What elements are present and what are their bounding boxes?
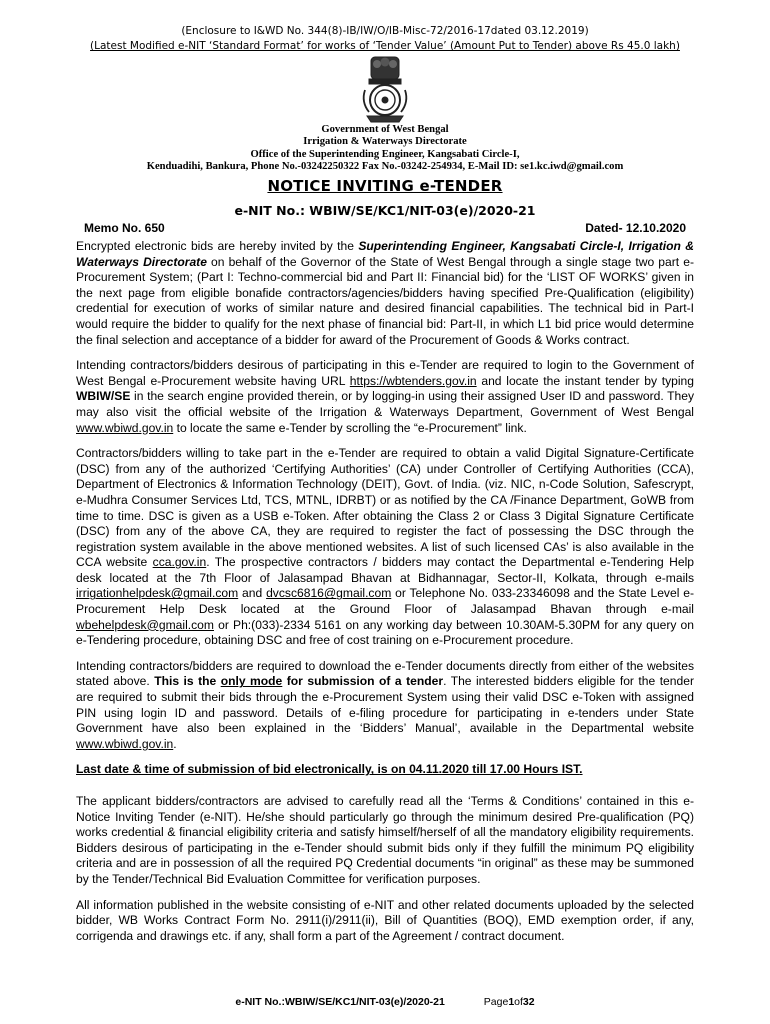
emphasis-only-mode: only mode xyxy=(220,674,283,689)
state-emblem-icon xyxy=(357,54,413,124)
wbe-helpdesk-email-link[interactable]: wbehelpdesk@gmail.com xyxy=(76,617,214,632)
paragraph-login xyxy=(76,358,694,436)
wbiwd-link[interactable]: www.wbiwd.gov.in xyxy=(76,736,174,751)
text: . The interested bidders eligible for the tender are required to submit their bids through the e-Procurement System using their valid DSC e-Token with assigned PIN using login ID and password. Details of e-filing procedure for participating in e-tenders under State Government have also been explained in the ‘Bidders’ Manual’, available in the Departmental website xyxy=(76,674,694,736)
wbiwd-link[interactable]: www.wbiwd.gov.in xyxy=(76,420,174,435)
office-contact: Kenduadihi, Bankura, Phone No.-03242250322 Fax No.-03242-254934, E-Mail ID: se1.kc.iwd@gmail.com xyxy=(146,161,624,173)
text: or Telephone No. 033-23346098 and the State Level e-Procurement Help Desk located at the Ground Floor of Jalasampad Bhavan through e-mail xyxy=(76,586,694,617)
dvcsc-email-link[interactable]: dvcsc6816@gmail.com xyxy=(266,586,392,601)
text: of xyxy=(514,996,523,1008)
page-number xyxy=(484,996,535,1008)
notice-body xyxy=(76,239,694,954)
text: . xyxy=(173,736,177,751)
search-keyword: WBIW/SE xyxy=(76,389,131,404)
text: in the search engine provided therein, or by logging-in using their assigned User ID and password. They may also visit the official website of the Irrigation & Waterways Department, Government of West Bengal xyxy=(76,389,694,419)
total-pages: 32 xyxy=(522,996,535,1008)
page-footer xyxy=(0,996,770,1008)
current-page: 1 xyxy=(508,996,515,1008)
office-header xyxy=(0,124,770,174)
submission-deadline xyxy=(76,762,694,778)
helpdesk-email-link[interactable]: irrigationhelpdesk@gmail.com xyxy=(76,586,239,601)
paragraph-dsc xyxy=(76,446,694,649)
paragraph-download xyxy=(76,659,694,753)
wbtenders-link[interactable]: https://wbtenders.gov.in xyxy=(349,373,477,388)
text: Intending contractors/bidders are required to download the e-Tender documents directly from either of the websites stated above. xyxy=(76,658,694,689)
emphasis: for submission of a tender xyxy=(282,674,444,689)
paragraph-agreement: All information published in the website consisting of e-NIT and other related documents uploaded by the selected bidder, WB Works Contract Form No. 2911(i)/2911(ii), Bill of Quantities (BOQ), EMD exemption order, if any, corrigenda and drawings etc. if any, shall form a part of the Agreement / contract document. xyxy=(76,897,694,943)
text: . xyxy=(579,762,583,777)
text: Encrypted electronic bids are hereby invited by the xyxy=(76,239,359,253)
paragraph-invitation xyxy=(76,239,694,348)
emphasis: This is the xyxy=(154,674,221,689)
text: Contractors/bidders willing to take part in the e-Tender are required to obtain a valid Digital Signature-Certificate (DSC) from any of the authorized ‘Certifying Authorities’ (CA) under Controller of Certifying Authorities (CCA), Department of Electronics & Information Technology (DEIT), Govt. of India. (viz. NIC, n-Code Solution, Safescrypt, e-Mudhra Consumer Services Ltd, TCS, MTNL, IDRBT) or as notified by the CA /Finance Department, GoWB from time to time. DSC is given as a USB e-Token. After obtaining the Class 2 or Class 3 Digital Signature Certificate (DSC) from any of the above CA, they are required to register the fact of possessing the DSC through the registration system available in the above mentioned websites. A list of such licensed CAs’ is also available in the CCA website xyxy=(76,446,694,570)
text: or Ph:(033)-2334 5161 on any working day between 10.30AM-5.30PM for any query on e-Tendering procedure, obtaining DSC and free of cost training on e-Procurement procedure. xyxy=(76,617,694,648)
enclosure-line-2: (Latest Modified e-NIT ‘Standard Format’ for works of ‘Tender Value’ (Amount Put to Tender) above Rs 45.0 lakh) xyxy=(90,40,680,52)
text: Page xyxy=(483,996,509,1008)
text: to locate the same e-Tender by scrolling the “e-Procurement” link. xyxy=(173,420,527,435)
memo-number: Memo No. 650 xyxy=(84,221,165,235)
text: on behalf of the Governor of the State of West Bengal through a single stage two part e-Procurement System; (Part I: Techno-commercial bid and Part II: Financial bid) for the ‘LIST OF WORKS’ given in the next page from eligible bonafide contractors/agencies/bidders having specified Pre-Qualification (eligibility) credential for execution of works of similar nature and desired financial capabilities. The technical bid in Part-I would require the bidder to qualify for the next phase of financial bid: Part-II, in which L1 bid price would determine the final selection and acceptance of a bidder for award of the Procurement of Goods & Works contract. xyxy=(76,254,694,347)
directorate-name: Irrigation & Waterways Directorate xyxy=(303,136,467,148)
text: and locate the instant tender by typing xyxy=(476,373,694,388)
text: and xyxy=(238,586,267,601)
footer-nit-number: e-NIT No.:WBIW/SE/KC1/NIT-03(e)/2020-21 xyxy=(235,996,445,1008)
office-name: Office of the Superintending Engineer, Kangsabati Circle-I, xyxy=(250,148,520,160)
text: Intending contractors/bidders desirous of participating in this e-Tender are required to login to the Government of West Bengal e-Procurement website having URL xyxy=(76,358,694,388)
paragraph-terms: The applicant bidders/contractors are advised to carefully read all the ‘Terms & Conditions’ contained in this e-Notice Inviting Tender (e-NIT). He/she should particularly go through the minimum desired Pre-qualification (PQ) works credential & financial eligibility criteria and satisfy himself/herself of all the mandatory eligibility requirements. Bidders desirous of participating in the e-Tender should submit bids only if they fulfill the minimum PQ eligibility criteria and are in possession of all the required PQ Credential documents “in original” as these may be summoned by the Tender/Technical Bid Evaluation Committee for verification purposes. xyxy=(76,794,694,886)
government-name: Government of West Bengal xyxy=(321,124,449,135)
enclosure-line-1: (Enclosure to I&WD No. 344(8)-IB/IW/O/IB-Misc-72/2016-17dated 03.12.2019) xyxy=(181,25,589,37)
text: . The prospective contractors / bidders may contact the Departmental e-Tendering Help desk located at the 7th Floor of Jalasampad Bhavan at Bidhannagar, Sector-II, Kolkata, through e-mails xyxy=(76,555,695,585)
nit-number: e-NIT No.: WBIW/SE/KC1/NIT-03(e)/2020-21 xyxy=(234,203,536,218)
deadline-text: Last date & time of submission of bid electronically, is on 04.11.2020 till 17.00 Hours IST xyxy=(76,762,580,777)
page-title: NOTICE INVITING e-TENDER xyxy=(267,177,503,195)
issuing-authority: Superintending Engineer, Kangsabati Circle-I, Irrigation & Waterways Directorate xyxy=(76,239,694,269)
memo-date: Dated- 12.10.2020 xyxy=(585,221,686,235)
enclosure-note xyxy=(0,24,770,54)
cca-link[interactable]: cca.gov.in xyxy=(152,555,207,570)
